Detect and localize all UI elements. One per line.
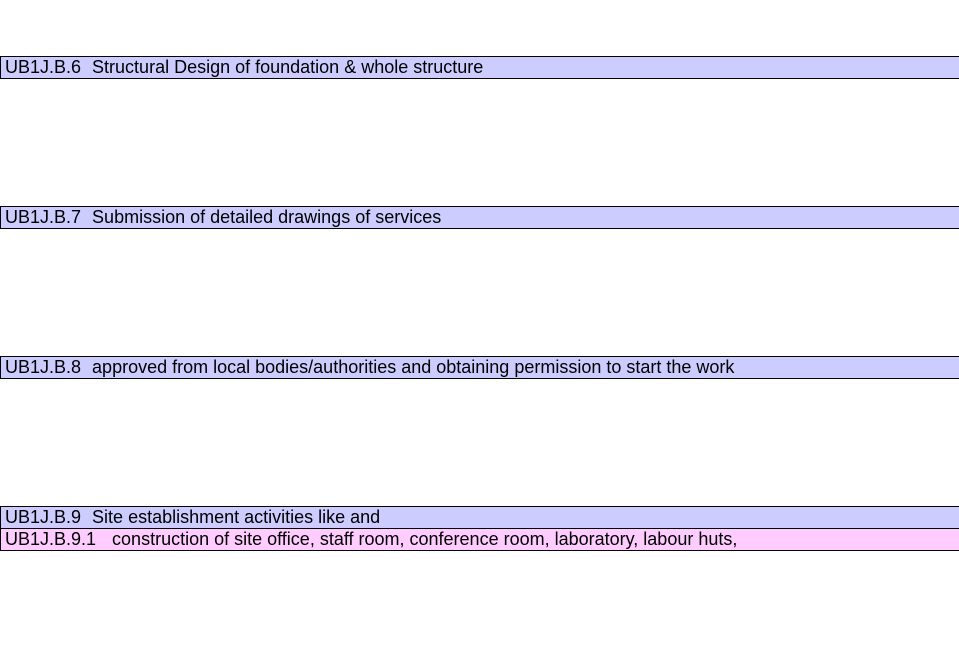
- subsection-row-b9-1: [0, 529, 959, 551]
- item-title: construction of site office, staff room, conference room, laboratory, labour huts,: [112, 529, 738, 549]
- item-code: UB1J.B.9: [5, 507, 82, 527]
- item-title: Structural Design of foundation & whole structure: [92, 57, 484, 77]
- item-code: UB1J.B.6: [5, 57, 82, 77]
- item-code: UB1J.B.9.1: [5, 529, 97, 549]
- item-title: approved from local bodies/authorities and obtaining permission to start the work: [92, 357, 735, 377]
- section-row-b9: [0, 506, 959, 529]
- section-row-b8: [0, 356, 959, 379]
- item-title: Submission of detailed drawings of services: [92, 207, 442, 227]
- section-row-b7: [0, 206, 959, 229]
- section-row-b6: [0, 56, 959, 79]
- item-code: UB1J.B.7: [5, 207, 82, 227]
- item-code: UB1J.B.8: [5, 357, 82, 377]
- item-title: Site establishment activities like and: [92, 507, 381, 527]
